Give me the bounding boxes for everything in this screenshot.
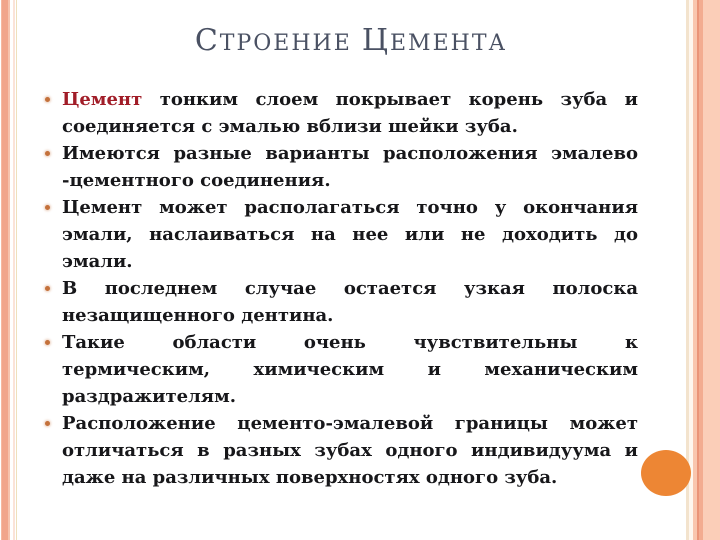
bullet-item: [44, 140, 638, 194]
bullet-line: Цемент может располагаться точно у окончания: [62, 197, 638, 218]
bullet-list: [44, 86, 638, 491]
title-word1-rest: ТРОЕНИЕ: [219, 31, 352, 56]
bullet-line: соединяется с эмалью вблизи шейки зуба.: [62, 116, 518, 137]
bullet-icon: [45, 97, 50, 102]
orange-circle-decoration: [641, 450, 691, 496]
bullet-line: Имеются разные варианты расположения эмалево: [62, 143, 638, 164]
bullet-item: [44, 329, 638, 410]
bullet-line: даже на различных поверхностях одного зуба.: [62, 467, 558, 488]
title-word2-initial: Ц: [361, 23, 390, 58]
bullet-item: [44, 275, 638, 329]
bullet-icon: [45, 340, 50, 345]
bullet-line: отличаться в разных зубах одного индивидуума и: [62, 440, 638, 461]
bullet-line: Такие области очень чувствительны к: [62, 332, 638, 353]
bullet-line: -цементного соединения.: [62, 170, 331, 191]
bullet-item: [44, 86, 638, 140]
title-word1-initial: С: [194, 23, 220, 58]
bullet-line: термическим, химическим и механическим: [62, 359, 638, 380]
bullet-line: В последнем случае остается узкая полоска: [62, 278, 638, 299]
bullet-icon: [45, 286, 50, 291]
bullet-icon: [45, 151, 50, 156]
bullet-line: эмали, наслаиваться на нее или не доходить до: [62, 224, 638, 245]
bullet-icon: [45, 421, 50, 426]
bullet-line: незащищенного дентина.: [62, 305, 334, 326]
bullet-line: раздражителям.: [62, 386, 237, 407]
bullet-item: [44, 194, 638, 275]
left-border-stripes: [0, 0, 18, 540]
right-border-stripes: [684, 0, 720, 540]
bullet-line: Цемент тонким слоем покрывает корень зуба и: [62, 89, 638, 110]
bullet-line: эмали.: [62, 251, 133, 272]
page-title: [18, 22, 684, 63]
bullet-item: [44, 410, 638, 491]
bullet-line: Расположение цементо-эмалевой границы может: [62, 413, 638, 434]
title-word2-rest: ЕМЕНТА: [389, 31, 508, 56]
bullet-lead: Цемент: [62, 89, 143, 110]
bullet-icon: [45, 205, 50, 210]
